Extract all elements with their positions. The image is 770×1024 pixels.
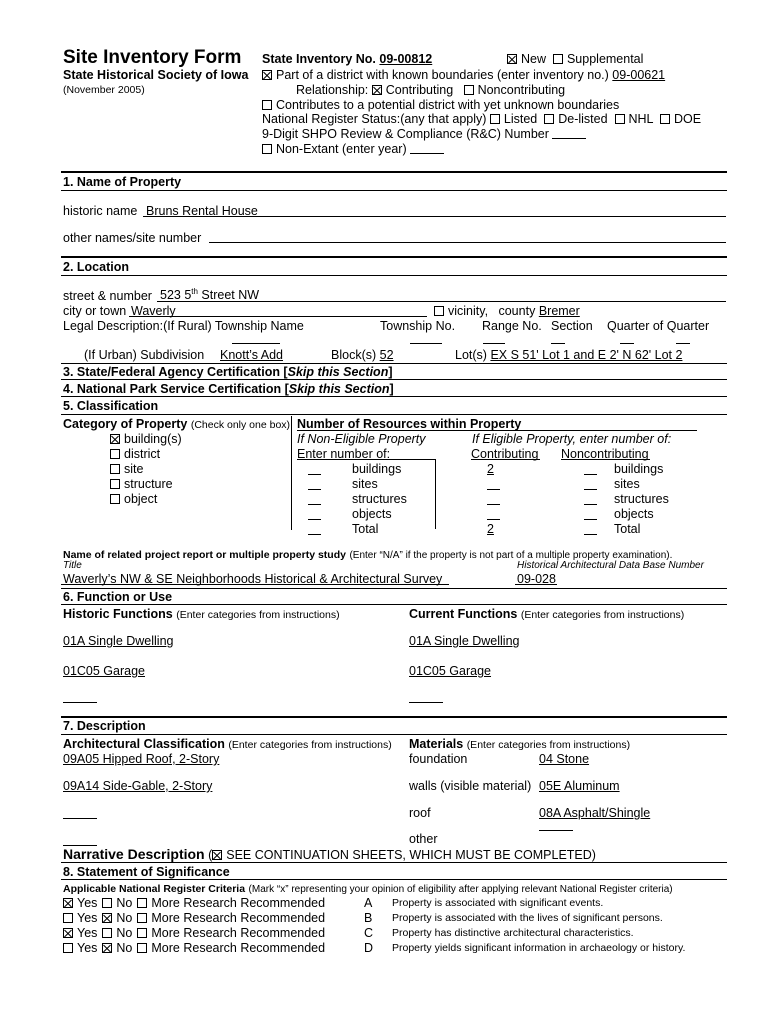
new-checkbox[interactable] [507,54,517,64]
category-option [110,463,143,476]
arch-classification-label: Architectural Classification [63,737,225,751]
inventory-label-text: State Inventory No. [262,52,376,66]
criteria-description: Property yields significant information in archaeology or history. [392,942,686,954]
section-6-heading: 6. Function or Use [63,590,173,604]
divider [61,171,727,173]
category-option [110,433,182,446]
county-label: county [498,304,536,318]
noncontributing-count-field[interactable] [584,489,597,490]
city-value[interactable]: Waverly [131,304,176,318]
category-label: site [124,462,144,476]
new-label: New [521,52,547,66]
non-eligible-count-field[interactable] [308,519,321,520]
criteria-yes-label: Yes [77,941,98,955]
section-7-heading: 7. Description [63,719,146,733]
form-date: (November 2005) [63,84,145,96]
noncontributing-heading: Noncontributing [561,447,649,461]
street-number-text: 523 5 [160,288,192,303]
enter-number-underline [297,459,435,460]
resources-inner-divider [435,459,436,529]
section-8-heading: 8. Statement of Significance [63,865,230,879]
relationship-line [296,84,565,97]
narrative-line: Narrative Description ( SEE CONTINUATION SHEETS, WHICH MUST BE COMPLETED) [63,846,596,862]
street-label: street & number [63,289,152,303]
narrative-note: SEE CONTINUATION SHEETS, WHICH MUST BE COMPLETED) [226,848,596,862]
lots-label: Lot(s) [455,348,487,362]
criteria-letter: B [364,911,373,925]
category-checkbox[interactable] [110,479,120,489]
criteria-row [63,927,330,940]
non-eligible-count-field[interactable] [308,474,321,475]
section-4-skip: Skip this Section [288,382,390,396]
non-eligible-count-field[interactable] [308,489,321,490]
shpo-label: 9-Digit SHPO Review & Compliance (R&C) Number [262,127,549,141]
related-project-label: Name of related project report or multiple property study [63,549,346,561]
nonextant-checkbox[interactable] [262,144,272,154]
range-field[interactable] [483,343,505,344]
street-suffix: th [191,287,198,296]
divider [61,604,727,605]
narrative-checkbox[interactable] [212,850,222,860]
category-checkbox[interactable] [110,464,120,474]
noncontributing-underline [561,459,650,460]
nr-status-label: National Register Status:(any that apply) [262,112,487,126]
contributing-count[interactable]: 2 [487,522,494,536]
historic-functions-note: (Enter categories from instructions) [176,609,340,621]
divider [61,396,727,397]
contributing-checkbox[interactable] [372,85,382,95]
quarter-label: Quarter of Quarter [607,319,710,333]
current-functions-label: Current Functions [409,607,518,621]
section-field[interactable] [551,343,565,344]
section-label: Section [551,319,593,333]
criteria-yes-checkbox[interactable] [63,913,73,923]
current-function-1[interactable]: 01A Single Dwelling [409,634,520,648]
contributing-count-field[interactable] [487,504,500,505]
quarter-field-2[interactable] [676,343,690,344]
roof-label: roof [409,806,431,820]
city-label: city or town [63,304,127,318]
township-no-label: Township No. [380,319,456,333]
street-underline [157,301,726,302]
noncontributing-label: Noncontributing [477,83,566,97]
category-heading [63,418,290,431]
related-title-value[interactable]: Waverly’s NW & SE Neighborhoods Historical & Architectural Survey [63,572,443,586]
shpo-number-field[interactable] [552,128,586,139]
current-functions-note: (Enter categories from instructions) [520,609,685,621]
doe-checkbox[interactable] [660,114,670,124]
criteria-no-checkbox[interactable] [102,913,112,923]
blocks-value[interactable]: 52 [379,348,394,362]
walls-label: walls (visible material) [409,779,532,793]
township-name-field[interactable] [232,343,280,344]
criteria-heading [63,882,673,895]
section-3-text: 3. State/Federal Agency Certification [ [63,365,288,379]
divider [61,363,727,364]
doe-label: DOE [674,112,702,126]
criteria-letter: A [364,896,373,910]
criteria-more-research-label: More Research Recommended [151,911,326,925]
criteria-more-research-checkbox[interactable] [137,943,147,953]
section-3-skip: Skip this Section [287,365,389,379]
historic-function-1[interactable]: 01A Single Dwelling [63,634,174,648]
materials-note: (Enter categories from instructions) [466,739,631,751]
nonextant-label: Non-Extant (enter year) [276,142,407,156]
criteria-yes-label: Yes [77,926,98,940]
divider [61,190,727,191]
listed-label: Listed [503,112,538,126]
nonextant-year-field[interactable] [410,143,444,154]
resource-type-label: Total [614,522,641,536]
blocks-group [331,349,394,362]
urban-label: (If Urban) Subdivision [84,348,205,362]
materials-heading [409,738,630,751]
divider [61,414,727,415]
resources-underline [297,430,697,431]
historic-functions-heading [63,608,340,621]
criteria-more-research-checkbox[interactable] [137,898,147,908]
arch-classification-heading [63,738,392,751]
historic-function-2[interactable]: 01C05 Garage [63,664,146,678]
section-5-heading: 5. Classification [63,399,159,413]
resource-type-label: buildings [614,462,664,476]
section-1-heading: 1. Name of Property [63,175,182,189]
criteria-description: Property is associated with significant events. [392,897,604,909]
district-checkbox[interactable] [262,70,272,80]
blocks-label: Block(s) [331,348,377,362]
section-3-heading [63,366,393,379]
category-option [110,448,160,461]
category-option [110,478,173,491]
category-label: district [124,447,161,461]
divider [61,275,727,276]
legal-description-line [63,320,304,333]
category-label: object [124,492,158,506]
criteria-more-research-label: More Research Recommended [151,896,326,910]
section-3-bracket: ] [388,365,393,379]
contributing-label: Contributing [385,83,454,97]
current-function-2[interactable]: 01C05 Garage [409,664,492,678]
arch-classification-note: (Enter categories from instructions) [228,739,392,751]
criteria-row [63,897,330,910]
criteria-row [63,942,330,955]
non-eligible-count-field[interactable] [308,534,321,535]
resource-type-label: sites [614,477,640,491]
rural-label: (If Rural) Township Name [163,319,304,333]
resources-divider [291,416,292,530]
section-2-heading: 2. Location [63,260,129,274]
county-value[interactable]: Bremer [538,304,580,318]
hadb-value[interactable]: 09-028 [517,572,556,586]
legal-label: Legal Description: [63,319,164,333]
street-value[interactable] [160,288,259,302]
section-4-bracket: ] [389,382,394,396]
criteria-description: Property has distinctive architectural characteristics. [392,927,634,939]
category-label: building(s) [124,432,182,446]
contributes-checkbox[interactable] [262,100,272,110]
divider [61,256,727,258]
resource-type-label: sites [352,477,378,491]
street-name-text: Street NW [197,288,260,303]
arch-classification-3-field[interactable] [63,818,97,819]
resource-type-label: Total [352,522,379,536]
hadb-label: Historical Architectural Data Base Number [517,560,704,571]
historic-name-label: historic name [63,204,138,218]
supplemental-checkbox[interactable] [553,54,563,64]
nhl-checkbox[interactable] [615,114,625,124]
category-checkbox[interactable] [110,494,120,504]
hadb-underline [515,584,557,585]
divider [61,734,727,735]
contributing-count-field[interactable] [487,489,500,490]
criteria-label: Applicable National Register Criteria [63,883,246,895]
category-label: Category of Property [63,417,188,431]
lots-value[interactable]: EX S 51' Lot 1 and E 2' N 62' Lot 2 [490,348,683,362]
nhl-label: NHL [628,112,654,126]
category-label: structure [124,477,173,491]
other-names-label: other names/site number [63,231,202,245]
criteria-letter: D [364,941,374,955]
vicinity-label: vicinity, [448,304,489,318]
quarter-field-1[interactable] [620,343,634,344]
inventory-label [262,53,432,66]
noncontributing-count-field[interactable] [584,504,597,505]
contributing-count-field[interactable] [487,519,500,520]
divider [61,716,727,718]
district-text: Part of a district with known boundaries (enter inventory no.) [276,68,609,82]
arch-classification-1[interactable]: 09A05 Hipped Roof, 2-Story [63,752,220,766]
divider [61,862,727,863]
narrative-label: Narrative Description [63,846,205,862]
resource-type-label: buildings [352,462,402,476]
criteria-no-checkbox[interactable] [102,928,112,938]
criteria-yes-checkbox[interactable] [63,898,73,908]
delisted-label: De-listed [558,112,608,126]
foundation-label: foundation [409,752,468,766]
criteria-yes-checkbox[interactable] [63,928,73,938]
inventory-number[interactable]: 09-00812 [379,52,433,66]
category-checkbox[interactable] [110,449,120,459]
form-title: Site Inventory Form [63,47,242,68]
contributes-line [262,99,619,112]
other-material-label: other [409,832,438,846]
criteria-yes-label: Yes [77,911,98,925]
township-no-field[interactable] [410,343,442,344]
org-name: State Historical Society of Iowa [63,68,249,82]
other-material-field[interactable] [539,830,573,831]
criteria-no-checkbox[interactable] [102,898,112,908]
nonextant-line [262,143,444,156]
supplemental-label: Supplemental [566,52,644,66]
resource-type-label: objects [614,507,654,521]
vicinity-group [434,305,580,318]
category-checkbox[interactable] [110,434,120,444]
new-supplemental [507,53,643,66]
nr-status-line [262,113,701,126]
shpo-line [262,128,586,141]
materials-label: Materials [409,737,464,751]
criteria-no-label: No [116,941,133,955]
criteria-yes-label: Yes [77,896,98,910]
subdivision-value[interactable]: Knott’s Add [220,348,284,362]
related-title-label: Title [63,560,82,571]
historic-function-3-field[interactable] [63,702,97,703]
category-note: (Check only one box) [190,419,291,431]
district-line [262,69,665,82]
delisted-checkbox[interactable] [544,114,554,124]
noncontributing-count-field[interactable] [584,474,597,475]
divider [61,879,727,880]
current-function-3-field[interactable] [409,702,443,703]
current-functions-heading [409,608,684,621]
contributes-text: Contributes to a potential district with yet unknown boundaries [276,98,620,112]
eligible-heading: If Eligible Property, enter number of: [472,432,672,446]
district-number[interactable]: 09-00621 [612,68,666,82]
criteria-more-research-checkbox[interactable] [137,928,147,938]
roof-value[interactable]: 08A Asphalt/Shingle [539,806,651,820]
lots-group [455,349,682,362]
criteria-no-label: No [116,911,133,925]
arch-classification-2[interactable]: 09A14 Side-Gable, 2-Story [63,779,213,793]
divider [61,588,727,589]
city-underline [129,316,427,317]
other-names-field[interactable] [209,242,726,243]
criteria-no-label: No [116,926,133,940]
criteria-no-label: No [116,896,133,910]
historic-functions-label: Historic Functions [63,607,173,621]
contributing-count[interactable]: 2 [487,462,494,476]
resource-type-label: objects [352,507,392,521]
walls-value[interactable]: 05E Aluminum [539,779,620,793]
criteria-yes-checkbox[interactable] [63,943,73,953]
related-project-note: (Enter “N/A” if the property is not part of a multiple property examination). [349,550,673,561]
historic-name-underline [143,216,726,217]
contributing-heading: Contributing [471,447,539,461]
noncontributing-count-field[interactable] [584,519,597,520]
historic-name-value[interactable]: Bruns Rental House [146,204,258,218]
foundation-value[interactable]: 04 Stone [539,752,590,766]
noncontributing-count-field[interactable] [584,534,597,535]
section-4-heading [63,383,394,396]
range-label: Range No. [482,319,542,333]
criteria-letter: C [364,926,374,940]
noncontributing-checkbox[interactable] [464,85,474,95]
resources-heading: Number of Resources within Property [297,417,522,431]
relationship-label: Relationship: [296,83,369,97]
vicinity-checkbox[interactable] [434,306,444,316]
resource-type-label: structures [352,492,407,506]
enter-number-label: Enter number of: [297,447,391,461]
criteria-more-research-label: More Research Recommended [151,926,326,940]
listed-checkbox[interactable] [490,114,500,124]
resource-type-label: structures [614,492,669,506]
criteria-no-checkbox[interactable] [102,943,112,953]
criteria-more-research-checkbox[interactable] [137,913,147,923]
criteria-description: Property is associated with the lives of significant persons. [392,912,663,924]
divider [61,379,727,380]
non-eligible-count-field[interactable] [308,504,321,505]
related-title-underline [61,584,449,585]
criteria-row [63,912,330,925]
section-4-text: 4. National Park Service Certification [ [63,382,289,396]
category-option [110,493,157,506]
contributing-underline [471,459,540,460]
criteria-note: (Mark “x” representing your opinion of eligibility after applying relevant National Register criteria) [248,884,673,895]
criteria-more-research-label: More Research Recommended [151,941,326,955]
non-eligible-heading: If Non-Eligible Property [297,432,426,446]
